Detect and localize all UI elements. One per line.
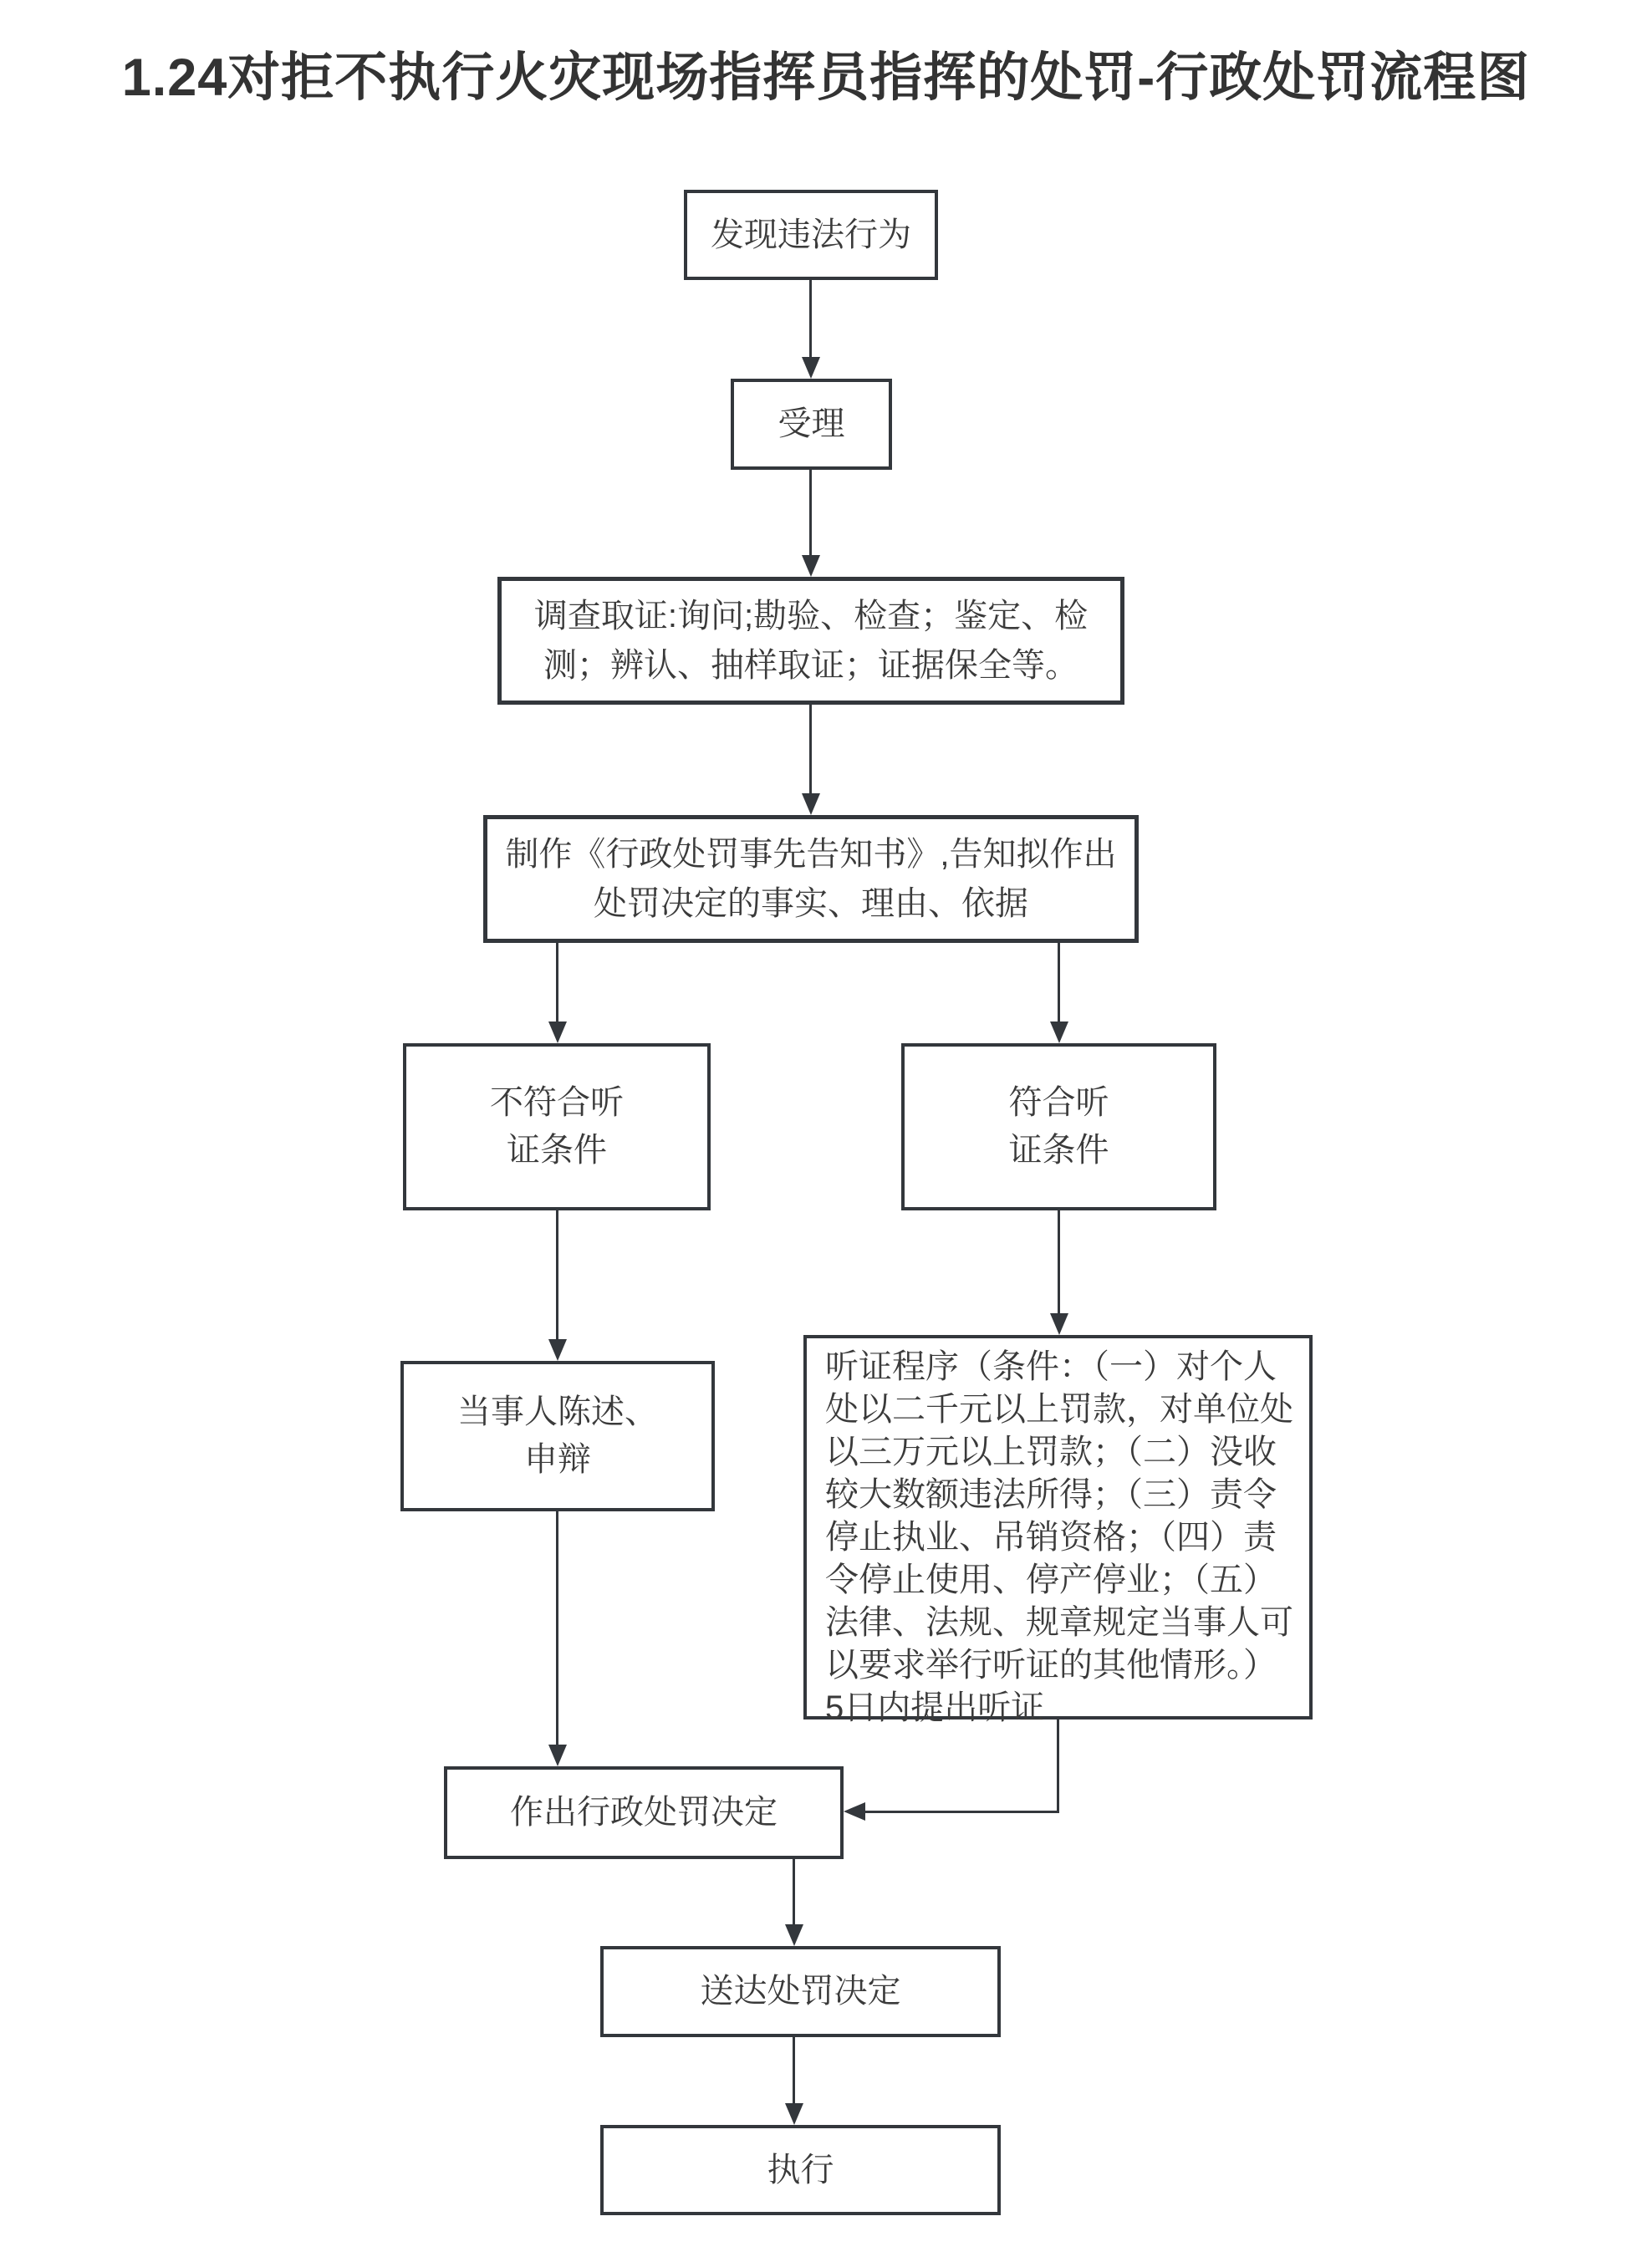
node-deliver-label: 送达处罚决定 [700, 1973, 901, 2010]
node-hearing-line7: 法律、法规、规章规定当事人可 [825, 1604, 1293, 1641]
connector-notice-qualified-line [1058, 943, 1060, 1022]
node-accept-label: 受理 [778, 405, 845, 442]
node-investigate-line2: 测；辨认、抽样取证；证据保全等。 [543, 646, 1078, 684]
node-not-qualified-line2: 证条件 [507, 1132, 607, 1169]
node-qualified-line1: 符合听 [1008, 1084, 1109, 1121]
node-notice-line2: 处罚决定的事实、理由、依据 [594, 884, 1028, 922]
node-discover-label: 发现违法行为 [711, 216, 911, 253]
connector-investigate-notice-line [809, 705, 812, 793]
connector-accept-investigate-line [809, 470, 812, 555]
node-discover-violation [684, 190, 938, 280]
node-accept [731, 379, 892, 470]
connector-hearing-decision-vline [1057, 1719, 1059, 1812]
node-investigate-line1: 调查取证:询问;勘验、检查；鉴定、检 [533, 597, 1089, 634]
node-hearing-line9: 5日内提出听证 [825, 1689, 1045, 1726]
connector-decision-deliver-arrowhead-icon [785, 1924, 803, 1946]
node-deliver-penalty-decision [600, 1946, 1001, 2037]
connector-hearing-decision-arrowhead-icon [844, 1802, 865, 1821]
connector-decision-deliver-line [793, 1859, 795, 1924]
node-party-statement-defense [400, 1361, 715, 1511]
node-hearing-line5: 停止执业、吊销资格；（四）责 [825, 1519, 1277, 1556]
node-investigate-evidence [497, 577, 1124, 705]
node-hearing-line8: 以要求举行听证的其他情形。） [825, 1647, 1277, 1684]
connector-notice-notqualified-arrowhead-icon [548, 1022, 567, 1043]
connector-accept-investigate-arrowhead-icon [802, 555, 820, 577]
connector-hearing-decision-hline [864, 1811, 1059, 1813]
connector-notice-qualified-arrowhead-icon [1050, 1022, 1068, 1043]
node-hearing-line1: 听证程序（条件：（一）对个人 [825, 1348, 1277, 1385]
connector-qualified-hearing-line [1058, 1210, 1060, 1313]
node-hearing-line6: 令停止使用、停产停业；（五） [825, 1562, 1277, 1598]
node-statement-line1: 当事人陈述、 [457, 1393, 658, 1430]
node-decision-label: 作出行政处罚决定 [510, 1794, 778, 1831]
connector-statement-decision-line [556, 1511, 558, 1745]
node-execute [600, 2125, 1001, 2215]
node-statement-line2: 申辩 [524, 1441, 591, 1478]
node-meet-hearing-conditions [901, 1043, 1216, 1210]
node-notice-line1: 制作《行政处罚事先告知书》,告知拟作出 [505, 835, 1117, 873]
connector-qualified-hearing-arrowhead-icon [1050, 1313, 1068, 1335]
node-execute-label: 执行 [767, 2151, 834, 2188]
node-prior-notice [483, 815, 1139, 943]
node-hearing-procedure [803, 1335, 1313, 1726]
node-not-qualified-line1: 不符合听 [490, 1084, 624, 1121]
connector-notice-notqualified-line [556, 943, 558, 1022]
connector-deliver-execute-arrowhead-icon [785, 2103, 803, 2125]
node-qualified-line2: 证条件 [1008, 1132, 1109, 1169]
node-hearing-line3: 以三万元以上罚款；（二）没收 [825, 1434, 1277, 1470]
node-not-meet-hearing-conditions [403, 1043, 711, 1210]
connector-investigate-notice-arrowhead-icon [802, 793, 820, 815]
connector-deliver-execute-line [793, 2037, 795, 2103]
connector-discover-accept-arrowhead-icon [802, 357, 820, 379]
connector-notqualified-statement-arrowhead-icon [548, 1339, 567, 1361]
node-hearing-line4: 较大数额违法所得；（三）责令 [825, 1476, 1277, 1513]
node-make-penalty-decision [444, 1766, 844, 1859]
page-title: 1.24对拒不执行火灾现场指挥员指挥的处罚-行政处罚流程图 [121, 48, 1531, 107]
node-hearing-line2: 处以二千元以上罚款，对单位处 [825, 1391, 1293, 1428]
connector-notqualified-statement-line [556, 1210, 558, 1339]
connector-discover-accept-line [809, 280, 812, 357]
connector-statement-decision-arrowhead-icon [548, 1745, 567, 1766]
